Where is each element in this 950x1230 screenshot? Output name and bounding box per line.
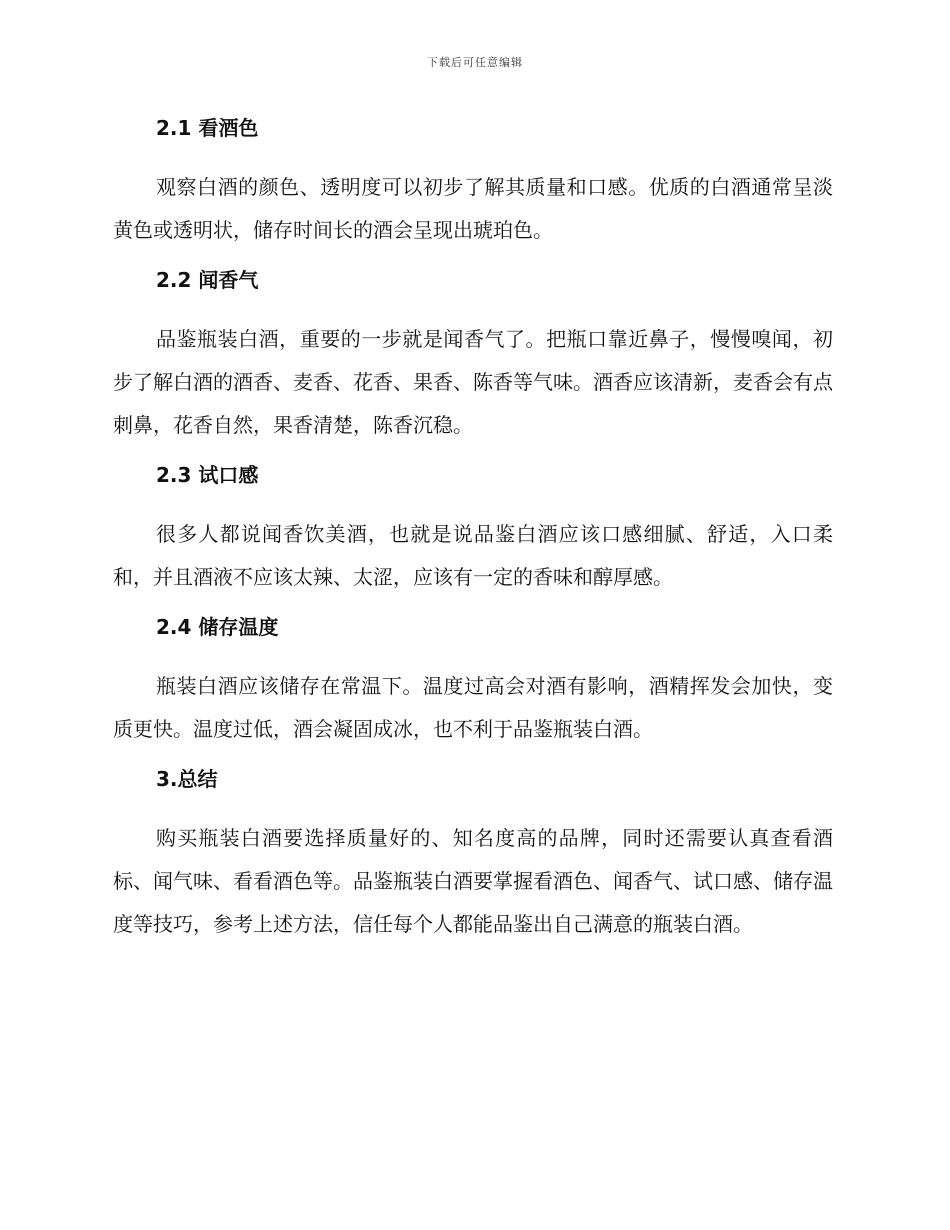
- section-2-1: [113, 110, 833, 262]
- section-paragraph: 瓶装白酒应该储存在常温下。温度过高会对酒有影响，酒精挥发会加快，变质更快。温度过低，酒会凝固成冰，也不利于品鉴瓶装白酒。: [113, 674, 833, 741]
- section-heading: 2.3 试口感: [156, 463, 259, 487]
- section-2-4: [113, 609, 833, 761]
- section-paragraph: 购买瓶装白酒要选择质量好的、知名度高的品牌，同时还需要认真查看酒标、闻气味、看看酒色等。品鉴瓶装白酒要掌握看酒色、闻香气、试口感、储存温度等技巧，参考上述方法，信任每个人都能品鉴出自己满意的瓶装白酒。: [113, 826, 833, 936]
- section-3-summary: [113, 761, 833, 946]
- section-2-2: [113, 262, 833, 457]
- section-2-3: [113, 457, 833, 609]
- section-heading: 2.2 闻香气: [156, 268, 259, 292]
- page-header: 下载后可任意编辑: [427, 56, 523, 69]
- section-heading: 3.总结: [156, 767, 218, 791]
- section-heading: 2.1 看酒色: [156, 116, 259, 140]
- section-paragraph: 品鉴瓶装白酒，重要的一步就是闻香气了。把瓶口靠近鼻子，慢慢嗅闻，初步了解白酒的酒香、麦香、花香、果香、陈香等气味。酒香应该清新，麦香会有点刺鼻，花香自然，果香清楚，陈香沉稳。: [113, 327, 833, 437]
- section-paragraph: 观察白酒的颜色、透明度可以初步了解其质量和口感。优质的白酒通常呈淡黄色或透明状，储存时间长的酒会呈现出琥珀色。: [113, 175, 833, 242]
- document-body: [113, 110, 833, 946]
- section-paragraph: 很多人都说闻香饮美酒，也就是说品鉴白酒应该口感细腻、舒适，入口柔和，并且酒液不应该太辣、太涩，应该有一定的香味和醇厚感。: [113, 522, 833, 589]
- section-heading: 2.4 储存温度: [156, 615, 279, 639]
